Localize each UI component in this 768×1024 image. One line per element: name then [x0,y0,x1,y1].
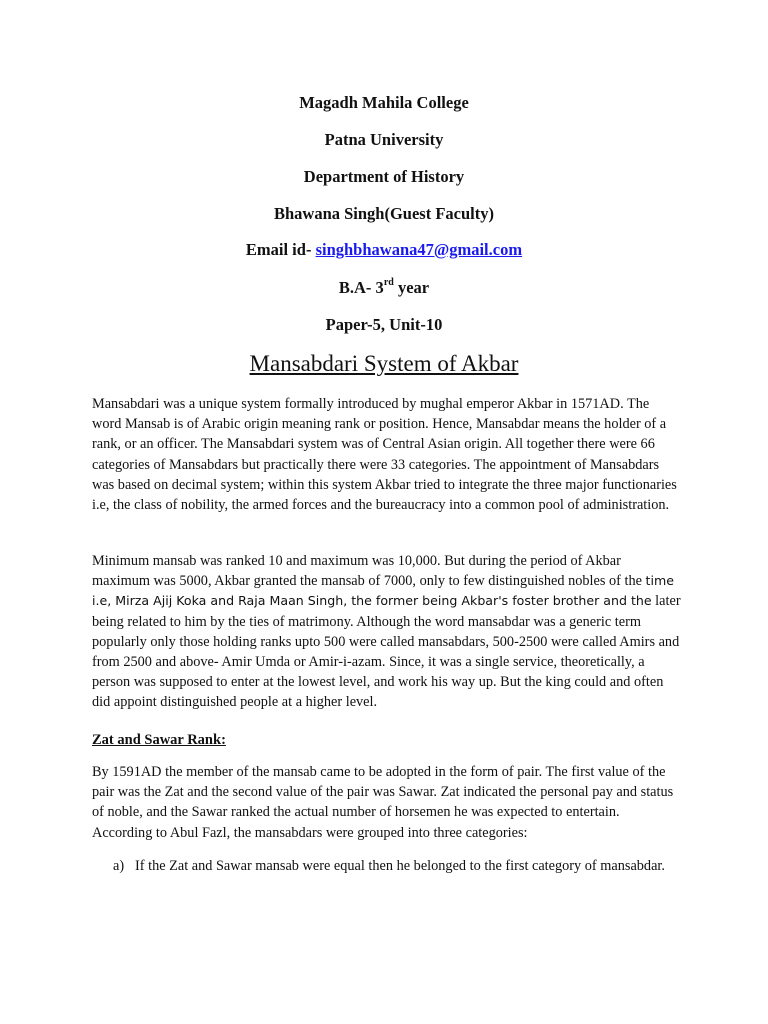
department-name: Department of History [303,167,465,186]
university-name: Patna University [324,130,444,149]
college-name: Magadh Mahila College [299,93,469,112]
paragraph-mansab-ranks-part2: time i.e, Mirza Ajij Koka and Raja Maan Singh, the former being Akbar's foster brother and the [92,573,674,609]
year-ordinal: rd [383,276,394,288]
paragraph-mansab-ranks-part3: later being related to him by the ties of matrimony. Although the word mansabdar was a generic term popularly only those holding ranks upto 500 were called mansabdars, 500-2500 were called Amirs and from 2500 and above- Amir Umda or Amir-i-azam. Since, it was a single service, theoretically, a person was supposed to enter at the lowest level, and work his way up. But the king could and often did appoint distinguished people at a higher level. [92,593,681,711]
list-marker: a) [113,858,125,874]
paragraph-mansab-ranks [92,551,682,713]
email-label: Email id- [245,240,316,259]
email-link[interactable]: singhbhawana47@gmail.com [315,240,523,259]
section-heading-zat-sawar: Zat and Sawar Rank: [92,732,226,748]
email-line [92,240,676,260]
document-title: Mansabdari System of Akbar [249,351,519,376]
year-line [92,278,676,298]
paragraph-mansab-ranks-part1: Minimum mansab was ranked 10 and maximum was 10,000. But during the period of Akbar maximum was 5000, Akbar granted the mansab of 7000, only to few distinguished nobles of the [92,553,646,590]
paper-line: Paper-5, Unit-10 [325,315,443,334]
year-prefix: B.A- 3 [338,278,384,297]
paragraph-intro: Mansabdari was a unique system formally introduced by mughal emperor Akbar in 1571AD. The word Mansab is of Arabic origin meaning rank or position. Hence, Mansabdar means the holder of a rank, or an officer. The Mansabdari system was of Central Asian origin. All together there were 66 categories of Mansabdars but practically there were 33 categories. The appointment of Mansabdars was based on decimal system; within this system Akbar tried to integrate the three major functionaries i.e, the class of nobility, the armed forces and the bureaucracy into a common pool of administration. [92,396,677,514]
year-suffix: year [393,278,430,297]
faculty-name: Bhawana Singh(Guest Faculty) [273,204,495,223]
list-item-text: If the Zat and Sawar mansab were equal then he belonged to the first category of mansabdar. [135,858,665,874]
paragraph-zat-sawar: By 1591AD the member of the mansab came to be adopted in the form of pair. The first value of the pair was the Zat and the second value of the pair was Sawar. Zat indicated the personal pay and status of noble, and the Sawar ranked the actual number of horsemen he was expected to entertain. According to Abul Fazl, the mansabdars were grouped into three categories: [92,764,674,841]
